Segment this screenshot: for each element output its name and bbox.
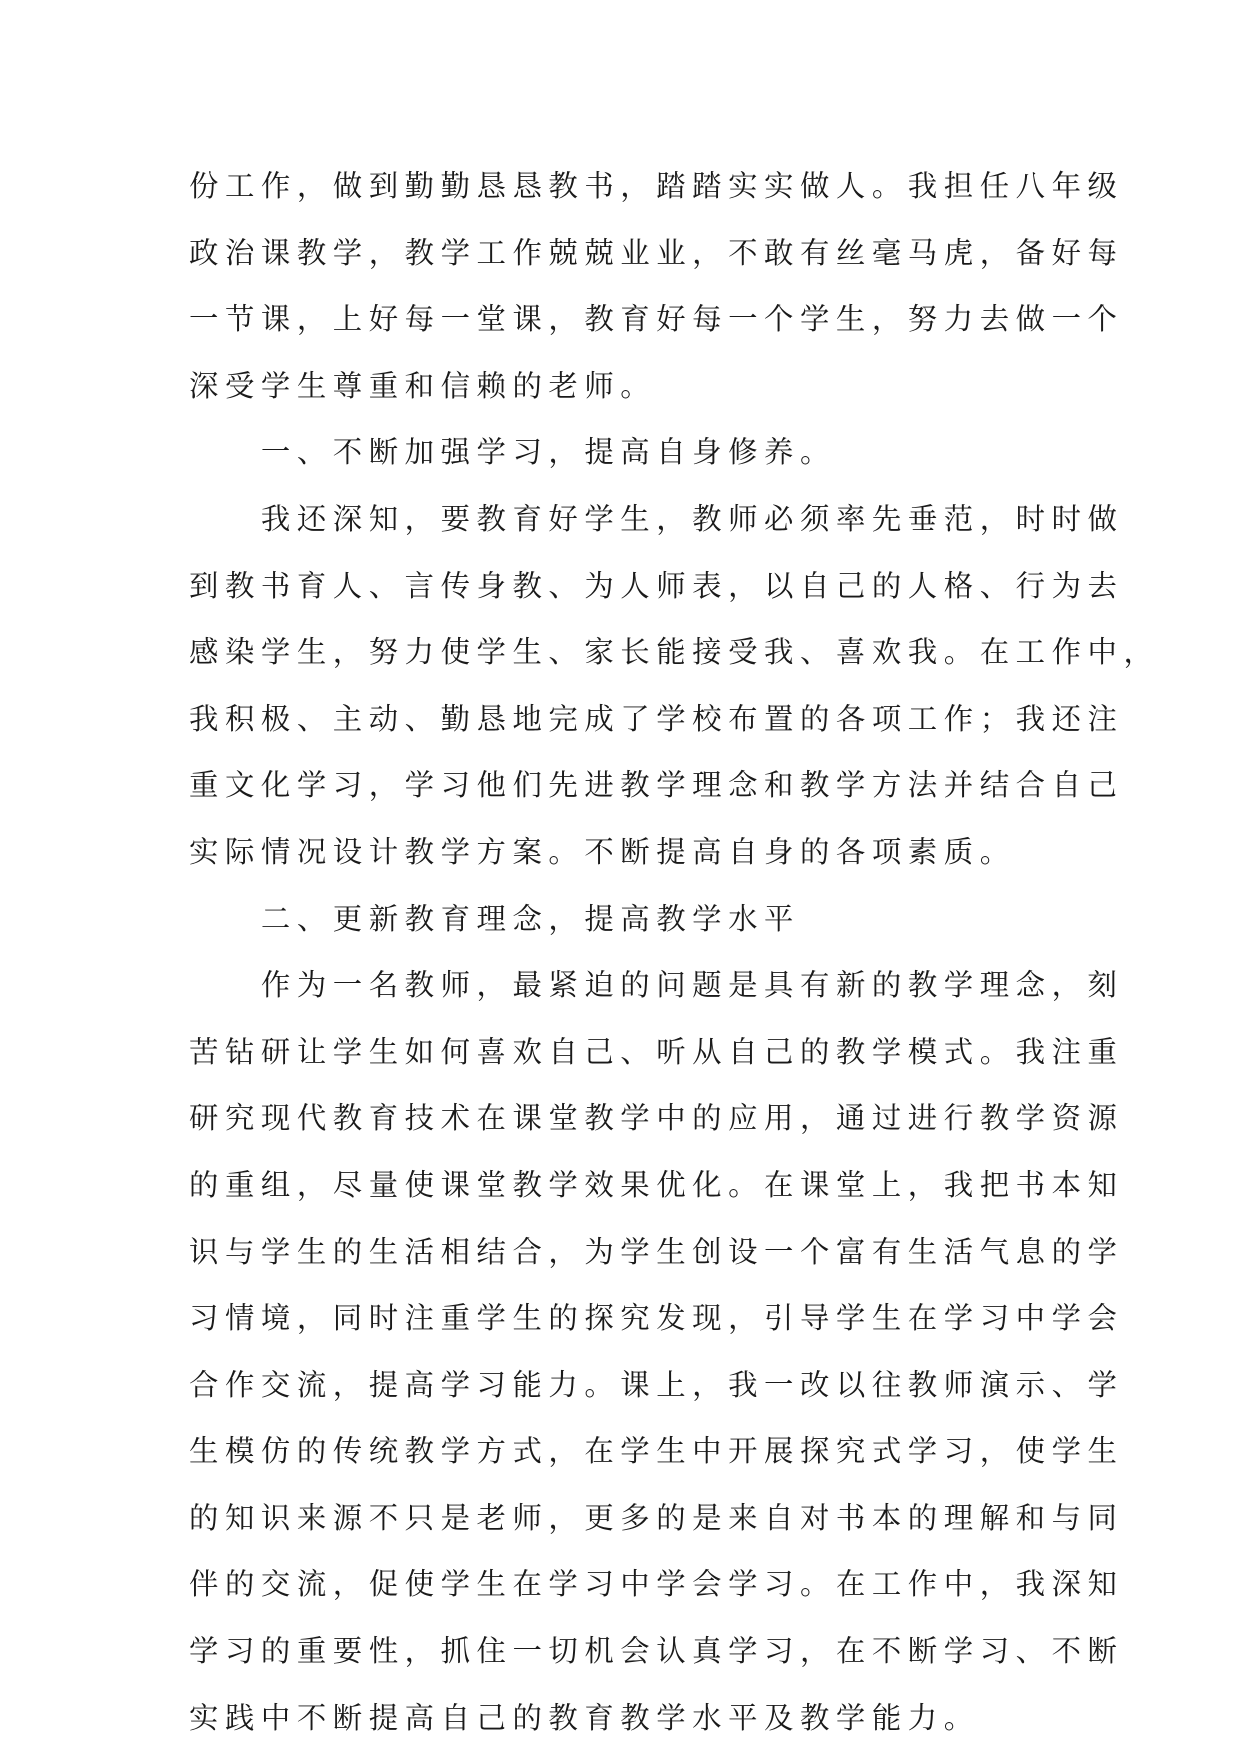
text-line: 一节课，上好每一堂课，教育好每一个学生，努力去做一个 — [189, 302, 1124, 337]
text-line: 深受学生尊重和信赖的老师。 — [189, 368, 657, 403]
section-heading: 一、不断加强学习，提高自身修养。 — [260, 435, 836, 470]
text-line: 重文化学习，学习他们先进教学理念和教学方法并结合自己 — [189, 768, 1124, 803]
text-line: 到教书育人、言传身教、为人师表，以自己的人格、行为去 — [189, 568, 1124, 603]
text-line: 作为一名教师，最紧迫的问题是具有新的教学理念，刻 — [260, 968, 1124, 1003]
text-line: 识与学生的生活相结合，为学生创设一个富有生活气息的学 — [189, 1234, 1124, 1269]
text-line: 的重组，尽量使课堂教学效果优化。在课堂上，我把书本知 — [189, 1167, 1124, 1202]
text-line: 的知识来源不只是老师，更多的是来自对书本的理解和与同 — [189, 1500, 1124, 1535]
text-line: 实践中不断提高自己的教育教学水平及教学能力。 — [189, 1700, 980, 1735]
text-line: 实际情况设计教学方案。不断提高自身的各项素质。 — [189, 834, 1016, 869]
text-line: 份工作，做到勤勤恳恳教书，踏踏实实做人。我担任八年级 — [189, 169, 1124, 203]
text-line: 学习的重要性，抓住一切机会认真学习，在不断学习、不断 — [189, 1634, 1124, 1669]
text-line: 研究现代教育技术在课堂教学中的应用，通过进行教学资源 — [189, 1101, 1124, 1136]
text-line: 伴的交流，促使学生在学习中学会学习。在工作中，我深知 — [189, 1567, 1124, 1602]
text-line: 我积极、主动、勤恳地完成了学校布置的各项工作；我还注 — [189, 701, 1124, 736]
text-line: 苦钻研让学生如何喜欢自己、听从自己的教学模式。我注重 — [189, 1034, 1124, 1069]
section-heading: 二、更新教育理念，提高教学水平 — [260, 901, 800, 936]
document-page — [189, 153, 1160, 1751]
text-line: 政治课教学，教学工作兢兢业业，不敢有丝毫马虎，备好每 — [189, 235, 1124, 270]
text-line: 感染学生，努力使学生、家长能接受我、喜欢我。在工作中， — [189, 635, 1160, 670]
text-line: 我还深知，要教育好学生，教师必须率先垂范，时时做 — [260, 501, 1124, 536]
text-line: 生模仿的传统教学方式，在学生中开展探究式学习，使学生 — [189, 1434, 1124, 1469]
text-line: 合作交流，提高学习能力。课上，我一改以往教师演示、学 — [189, 1367, 1124, 1402]
text-line: 习情境，同时注重学生的探究发现，引导学生在学习中学会 — [189, 1301, 1124, 1336]
